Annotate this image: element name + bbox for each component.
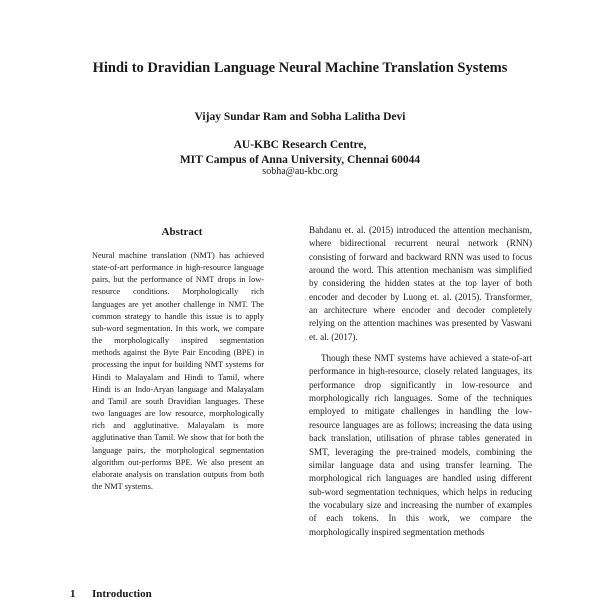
- section-number: 1: [70, 588, 76, 600]
- right-column: [309, 224, 532, 539]
- author-email: sobha@au-kbc.org: [262, 166, 338, 177]
- body-paragraph-2: Though these NMT systems have achieved a state-of-art performance in high-resource, closely related languages, its performance drop significantly in low-resource and morphologically rich languages. Some of the techniques employed to mitigate challenges in handling the low-resource languages are as follows; increasing the data using back translation, utilisation of phrase tables generated in SMT, leveraging the pre-trained models, combining the similar language data and using transfer learning. The morphological rich languages are handled using different sub-word segmentation techniques, which helps in reducing the vocabulary size and increasing the number of examples of each tokens. In this work, we compare the morphologically inspired segmentation methods: [309, 353, 532, 537]
- affiliation-line-1: AU-KBC Research Centre,: [233, 139, 367, 151]
- body-paragraph-1: Bahdanu et. al. (2015) introduced the attention mechanism, where bidirectional recurrent neural network (RNN) consisting of forward and backward RNN was used to focus around the word. This attention mechanism was simplified by considering the hidden states at the top layer of both encoder and decoder by Luong et. al. (2015). Transformer, an architecture where encoder and decoder completely relying on the attention machines was presented by Vaswani et. al. (2017).: [309, 225, 532, 342]
- abstract-heading: Abstract: [161, 226, 203, 238]
- paper-authors: Vijay Sundar Ram and Sobha Lalitha Devi: [194, 111, 406, 123]
- affiliation-line-2: MIT Campus of Anna University, Chennai 60044: [179, 154, 421, 166]
- affiliation: [0, 138, 600, 168]
- abstract-body: Neural machine translation (NMT) has achieved state-of-art performance in high-resource language pairs, but the performance of NMT drops in low-resource conditions. Morphologically rich languages are yet another challenge in NMT. The common strategy to handle this issue is to apply sub-word segmentation. In this work, we compare the morphologically inspired segmentation methods against the Byte Pair Encoding (BPE) in processing the input for building NMT systems for Hindi to Malayalam and Hindi to Tamil, where Hindi is an Indo-Aryan language and Malayalam and Tamil are south Dravidian languages. These two languages are low resource, morphologically rich and agglutinative. Malayalam is more agglutinative than Tamil. We show that for both the language pairs, the morphological segmentation algorithm out-performs BPE. We also present an elaborate analysis on translation outputs from both the NMT systems.: [92, 251, 264, 491]
- paper-title: Hindi to Dravidian Language Neural Machine Translation Systems: [92, 60, 508, 76]
- section-heading-introduction: [70, 588, 152, 600]
- section-title: Introduction: [92, 588, 152, 600]
